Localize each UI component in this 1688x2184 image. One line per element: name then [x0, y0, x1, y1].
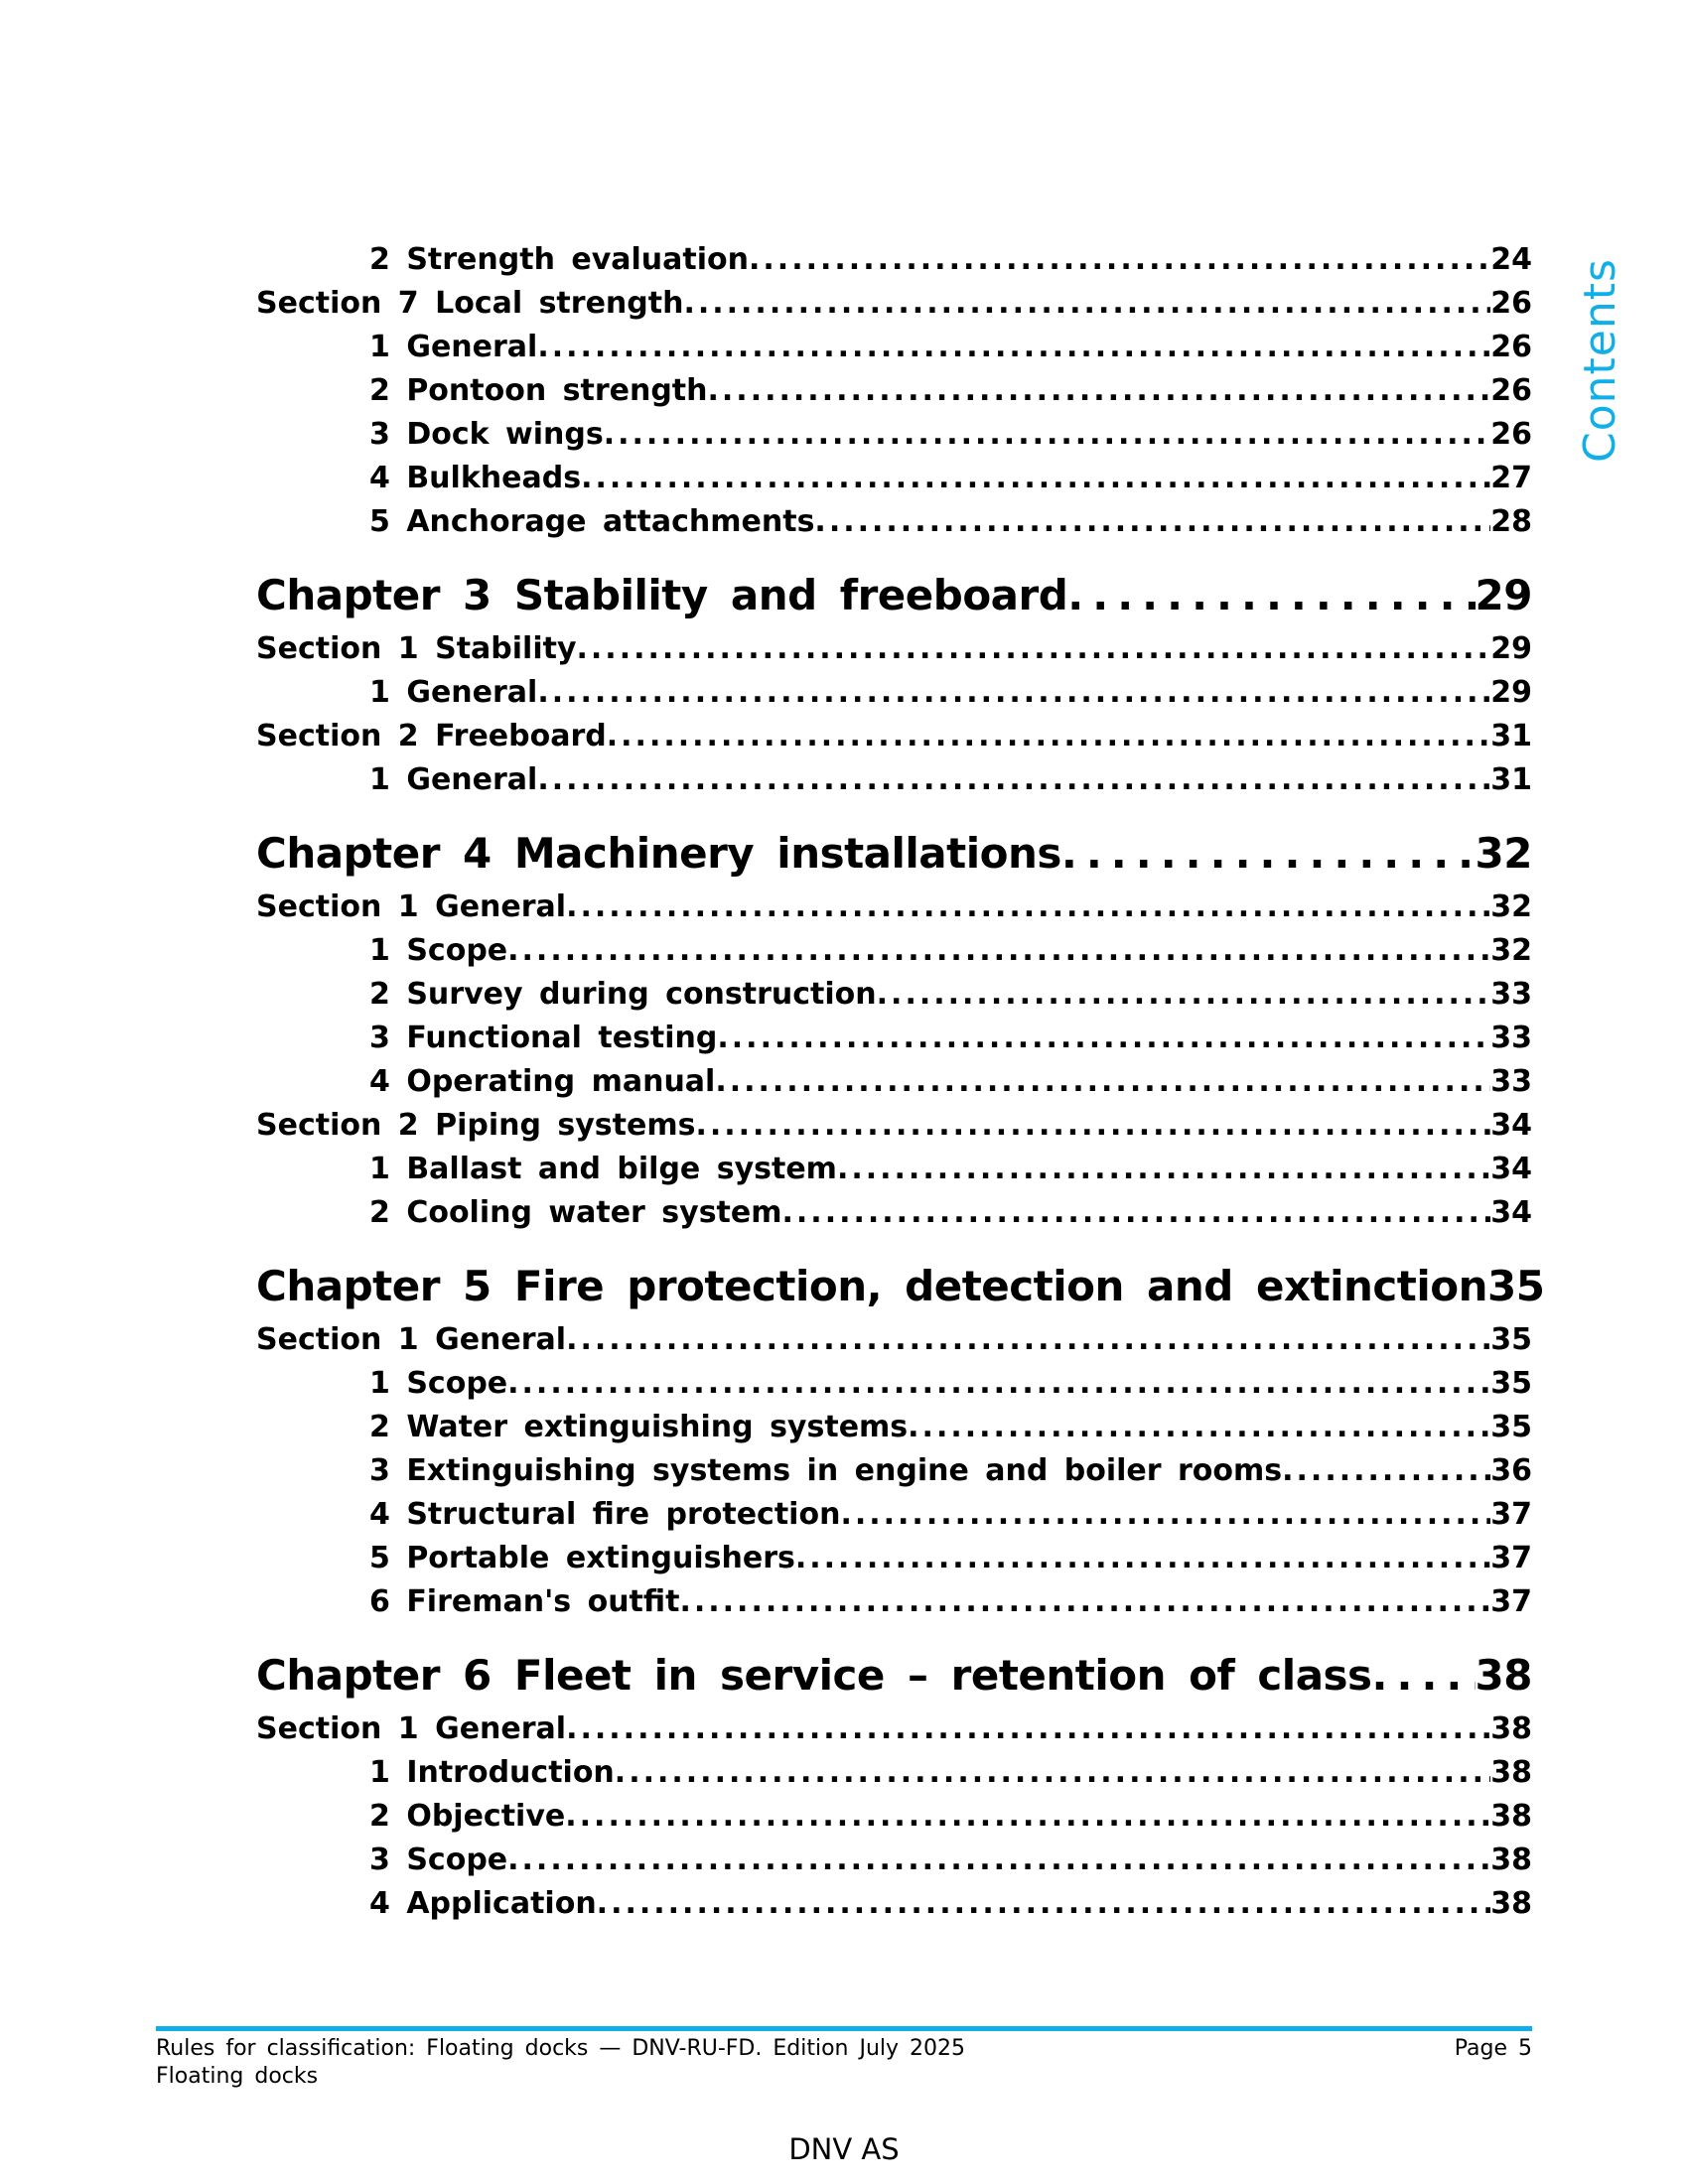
toc-entry-page: 38	[1490, 1755, 1532, 1790]
toc-entry-label: 3 Scope	[369, 1843, 508, 1877]
toc-entry-label: 4 Operating manual	[369, 1064, 716, 1099]
toc-leader-dots	[604, 413, 1491, 457]
toc-entry-label: Section 1 General	[256, 1711, 567, 1746]
toc-entry-section[interactable]	[256, 282, 1532, 326]
toc-leader-dots	[507, 929, 1490, 973]
toc-entry-page: 34	[1490, 1152, 1532, 1186]
toc-entry-label: Chapter 6 Fleet in service – retention of class	[256, 1651, 1372, 1700]
toc-entry-label: 4 Bulkheads	[369, 461, 582, 495]
toc-entry-label: 3 Functional testing	[369, 1021, 718, 1055]
toc-entry-page: 38	[1490, 1843, 1532, 1877]
toc-entry-sub[interactable]	[256, 1406, 1532, 1449]
toc-entry-label: 2 Survey during construction	[369, 977, 877, 1012]
toc-entry-page: 27	[1490, 461, 1532, 495]
toc-entry-label: 2 Strength evaluation	[369, 242, 750, 277]
toc-entry-label: 1 General	[369, 762, 538, 797]
toc-entry-sub[interactable]	[256, 457, 1532, 500]
toc-entry-page: 35	[1490, 1322, 1532, 1357]
toc-entry-label: Chapter 3 Stability and freeboard	[256, 571, 1068, 619]
toc-leader-dots	[566, 1707, 1490, 1751]
toc-entry-sub[interactable]	[256, 369, 1532, 413]
toc-entry-section[interactable]	[256, 627, 1532, 671]
toc-entry-page: 29	[1490, 631, 1532, 666]
toc-entry-chapter[interactable]	[256, 822, 1532, 886]
toc-entry-sub[interactable]	[256, 1449, 1532, 1493]
toc-entry-label: 1 Ballast and bilge system	[369, 1152, 837, 1186]
toc-leader-dots	[715, 1060, 1490, 1104]
toc-entry-label: 2 Cooling water system	[369, 1195, 782, 1230]
toc-entry-sub[interactable]	[256, 1148, 1532, 1191]
toc-entry-label: 5 Anchorage attachments	[369, 504, 815, 539]
toc-entry-page: 32	[1490, 889, 1532, 924]
toc-entry-label: Section 1 General	[256, 1322, 567, 1357]
toc-entry-label: 1 Scope	[369, 1366, 508, 1401]
toc-entry-label: Section 2 Piping systems	[256, 1108, 696, 1143]
toc-leader-dots	[566, 886, 1490, 929]
toc-entry-page: 35	[1487, 1262, 1545, 1310]
toc-entry-chapter[interactable]	[256, 564, 1532, 627]
toc-entry-label: 1 General	[369, 675, 538, 710]
toc-leader-dots	[877, 973, 1491, 1017]
footer-page-number: Page 5	[1454, 2036, 1532, 2061]
toc-entry-label: 4 Structural fire protection	[369, 1497, 841, 1532]
toc-entry-section[interactable]	[256, 1318, 1532, 1362]
toc-entry-page: 35	[1490, 1366, 1532, 1401]
toc-entry-label: 1 Scope	[369, 933, 508, 968]
toc-entry-page: 36	[1490, 1453, 1532, 1488]
toc-entry-label: 4 Application	[369, 1886, 597, 1921]
toc-entry-sub[interactable]	[256, 500, 1532, 544]
toc-entry-page: 34	[1490, 1195, 1532, 1230]
toc-entry-page: 35	[1490, 1410, 1532, 1444]
toc-entry-page: 34	[1490, 1108, 1532, 1143]
toc-entry-page: 29	[1490, 675, 1532, 710]
toc-entry-page: 37	[1490, 1584, 1532, 1619]
toc-entry-sub[interactable]	[256, 1017, 1532, 1060]
toc-entry-page: 38	[1475, 1651, 1532, 1700]
toc-leader-dots	[1067, 564, 1475, 627]
footer-subtitle: Floating docks	[156, 2064, 319, 2089]
toc-entry-label: 2 Pontoon strength	[369, 373, 708, 408]
toc-entry-sub[interactable]	[256, 1795, 1532, 1839]
toc-leader-dots	[615, 1751, 1490, 1795]
toc-entry-section[interactable]	[256, 1707, 1532, 1751]
toc-entry-page: 26	[1490, 417, 1532, 452]
toc-entry-sub[interactable]	[256, 326, 1532, 369]
toc-leader-dots	[837, 1148, 1490, 1191]
toc-leader-dots	[581, 457, 1490, 500]
toc	[256, 238, 1545, 1926]
toc-entry-section[interactable]	[256, 1104, 1532, 1148]
toc-entry-sub[interactable]	[256, 1362, 1532, 1406]
toc-entry-page: 38	[1490, 1711, 1532, 1746]
toc-leader-dots	[1372, 1644, 1476, 1707]
toc-entry-sub[interactable]	[256, 929, 1532, 973]
footer-company: DNV AS	[788, 2132, 900, 2166]
toc-entry-page: 28	[1490, 504, 1532, 539]
toc-entry-sub[interactable]	[256, 758, 1532, 802]
footer-doc-info: Rules for classification: Floating docks — DNV-RU-FD. Edition July 2025	[156, 2036, 966, 2061]
toc-leader-dots	[507, 1362, 1490, 1406]
toc-entry-page: 37	[1490, 1541, 1532, 1575]
toc-entry-label: 3 Dock wings	[369, 417, 604, 452]
toc-entry-page: 33	[1490, 977, 1532, 1012]
toc-entry-label: 2 Objective	[369, 1799, 566, 1834]
toc-leader-dots	[507, 1839, 1490, 1882]
toc-leader-dots	[1061, 822, 1476, 886]
toc-entry-page: 26	[1490, 330, 1532, 364]
toc-leader-dots	[782, 1191, 1491, 1235]
toc-leader-dots	[749, 238, 1490, 282]
toc-leader-dots	[679, 1580, 1490, 1624]
toc-leader-dots	[683, 282, 1490, 326]
toc-leader-dots	[795, 1537, 1490, 1580]
contents-sidebar-label: Contents	[1575, 258, 1625, 463]
toc-entry-label: Section 1 Stability	[256, 631, 577, 666]
toc-entry-label: 1 General	[369, 330, 538, 364]
toc-entry-sub[interactable]	[256, 1751, 1532, 1795]
toc-entry-section[interactable]	[256, 715, 1532, 758]
footer-divider-rule	[156, 2026, 1532, 2031]
toc-entry-label: 5 Portable extinguishers	[369, 1541, 795, 1575]
toc-leader-dots	[1282, 1449, 1490, 1493]
toc-entry-section[interactable]	[256, 886, 1532, 929]
toc-entry-page: 29	[1475, 571, 1532, 619]
toc-leader-dots	[566, 1318, 1490, 1362]
toc-entry-chapter[interactable]	[256, 1644, 1532, 1707]
toc-leader-dots	[537, 758, 1490, 802]
toc-entry-sub[interactable]	[256, 671, 1532, 715]
toc-entry-chapter[interactable]	[256, 1255, 1545, 1318]
toc-entry-label: 6 Fireman's outfit	[369, 1584, 680, 1619]
toc-entry-page: 33	[1490, 1064, 1532, 1099]
toc-leader-dots	[597, 1882, 1491, 1926]
toc-entry-sub[interactable]	[256, 1580, 1532, 1624]
toc-entry-sub[interactable]	[256, 413, 1532, 457]
toc-entry-label: Chapter 5 Fire protection, detection and extinction	[256, 1262, 1488, 1310]
toc-entry-sub[interactable]	[256, 1493, 1532, 1537]
toc-entry-sub[interactable]	[256, 973, 1532, 1017]
toc-entry-page: 32	[1475, 829, 1532, 878]
footer-line1	[156, 2035, 1532, 2063]
toc-entry-page: 38	[1490, 1799, 1532, 1834]
toc-entry-page: 32	[1490, 933, 1532, 968]
toc-leader-dots	[814, 500, 1490, 544]
toc-entry-page: 24	[1490, 242, 1532, 277]
toc-leader-dots	[537, 326, 1490, 369]
toc-entry-page: 37	[1490, 1497, 1532, 1532]
toc-entry-page: 26	[1490, 373, 1532, 408]
toc-leader-dots	[537, 671, 1490, 715]
toc-leader-dots	[908, 1406, 1490, 1449]
toc-leader-dots	[717, 1017, 1490, 1060]
toc-entry-label: Section 7 Local strength	[256, 286, 684, 321]
toc-leader-dots	[840, 1493, 1490, 1537]
toc-leader-dots	[577, 627, 1491, 671]
toc-entry-sub[interactable]	[256, 1537, 1532, 1580]
toc-entry-label: 1 Introduction	[369, 1755, 615, 1790]
toc-leader-dots	[708, 369, 1491, 413]
toc-entry-page: 31	[1490, 719, 1532, 753]
toc-entry-sub[interactable]	[256, 238, 1532, 282]
toc-entry-sub[interactable]	[256, 1060, 1532, 1104]
toc-entry-label: Section 1 General	[256, 889, 567, 924]
toc-entry-page: 31	[1490, 762, 1532, 797]
toc-leader-dots	[695, 1104, 1490, 1148]
toc-entry-page: 38	[1490, 1886, 1532, 1921]
toc-entry-label: 3 Extinguishing systems in engine and boiler rooms	[369, 1453, 1283, 1488]
toc-entry-label: Chapter 4 Machinery installations	[256, 829, 1061, 878]
toc-leader-dots	[565, 1795, 1490, 1839]
toc-leader-dots	[607, 715, 1490, 758]
toc-entry-label: 2 Water extinguishing systems	[369, 1410, 909, 1444]
toc-entry-sub[interactable]	[256, 1839, 1532, 1882]
toc-entry-sub[interactable]	[256, 1882, 1532, 1926]
toc-entry-page: 26	[1490, 286, 1532, 321]
toc-entry-label: Section 2 Freeboard	[256, 719, 607, 753]
toc-entry-page: 33	[1490, 1021, 1532, 1055]
toc-entry-sub[interactable]	[256, 1191, 1532, 1235]
